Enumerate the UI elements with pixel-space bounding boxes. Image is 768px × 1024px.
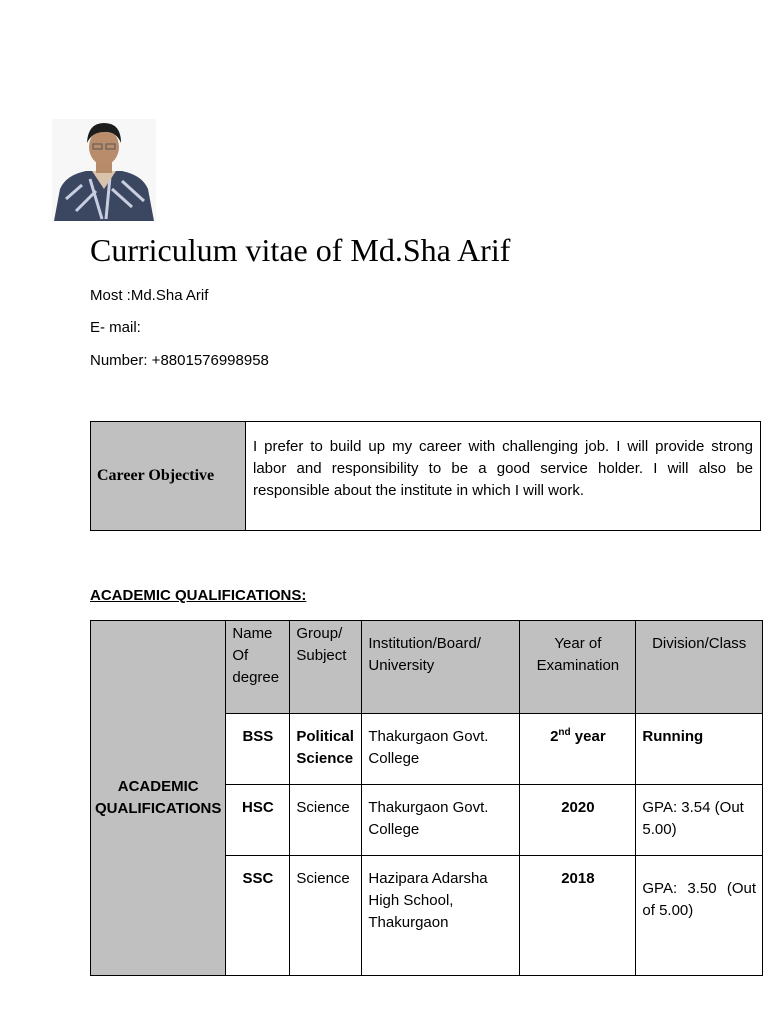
group-cell: Science bbox=[290, 856, 362, 976]
institution-cell: Thakurgaon Govt. College bbox=[362, 785, 520, 856]
division-cell: GPA: 3.50 (Out of 5.00) bbox=[636, 856, 763, 976]
profile-photo bbox=[52, 119, 156, 221]
header-year: Year of Examination bbox=[520, 621, 636, 714]
division-cell: Running bbox=[636, 714, 763, 785]
header-institution: Institution/Board/ University bbox=[362, 621, 520, 714]
institution-cell: Thakurgaon Govt. College bbox=[362, 714, 520, 785]
degree-cell: SSC bbox=[226, 856, 290, 976]
year-cell: 2020 bbox=[520, 785, 636, 856]
year-cell bbox=[520, 714, 636, 785]
degree-cell: BSS bbox=[226, 714, 290, 785]
degree-cell: HSC bbox=[226, 785, 290, 856]
academic-side-label: ACADEMIC QUALIFICATIONS bbox=[91, 621, 226, 976]
academic-qualifications-table bbox=[90, 620, 763, 976]
career-objective-heading: Career Objective bbox=[91, 422, 246, 531]
group-cell: Science bbox=[290, 785, 362, 856]
header-group: Group/ Subject bbox=[290, 621, 362, 714]
division-cell: GPA: 3.54 (Out 5.00) bbox=[636, 785, 763, 856]
institution-cell: Hazipara Adarsha High School, Thakurgaon bbox=[362, 856, 520, 976]
name-line: Most :Md.Sha Arif bbox=[90, 287, 209, 304]
year-ordinal-suffix: nd bbox=[558, 727, 571, 738]
phone-number-line: Number: +8801576998958 bbox=[90, 352, 269, 369]
group-cell: Political Science bbox=[290, 714, 362, 785]
year-cell: 2018 bbox=[520, 856, 636, 976]
year-number: 2 bbox=[550, 728, 559, 745]
email-line: E- mail: bbox=[90, 319, 141, 336]
career-objective-table bbox=[90, 421, 761, 531]
career-objective-text: I prefer to build up my career with challenging job. I will provide strong labor and responsibility to be a good service holder. I will also be responsible about the institute in which I will work. bbox=[246, 422, 761, 531]
header-degree: Name Of degree bbox=[226, 621, 290, 714]
year-word: year bbox=[570, 728, 606, 745]
academic-section-title: ACADEMIC QUALIFICATIONS: bbox=[90, 587, 307, 604]
table-header-row bbox=[91, 621, 763, 714]
cv-title: Curriculum vitae of Md.Sha Arif bbox=[90, 232, 511, 268]
header-division: Division/Class bbox=[636, 621, 763, 714]
